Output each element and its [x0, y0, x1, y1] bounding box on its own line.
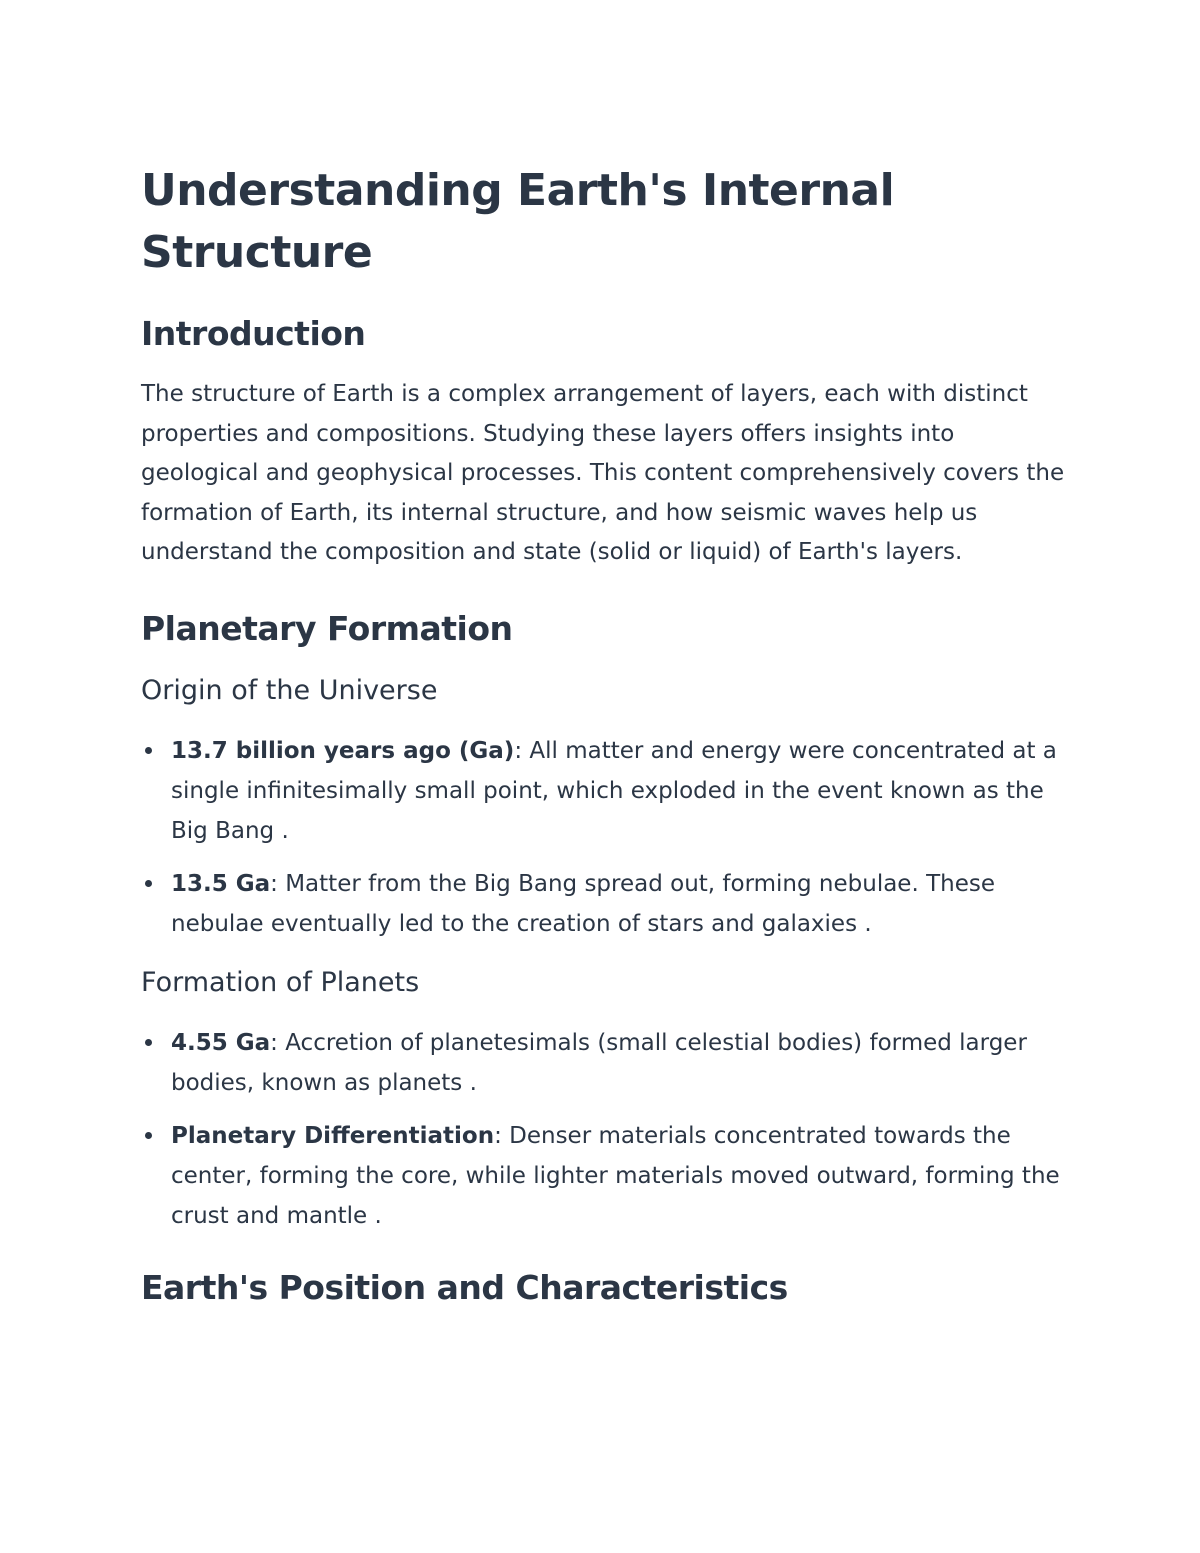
planetary-formation-heading: Planetary Formation: [141, 608, 513, 648]
bullet-icon: [145, 1132, 152, 1139]
list-item-term: Planetary Differentiation: [171, 1122, 495, 1149]
document-page: [141, 160, 1066, 1310]
bullet-icon: [145, 747, 152, 754]
introduction-paragraph: The structure of Earth is a complex arrangement of layers, each with distinct properties and compositions. Studying these layers offers insights into geological and geophysical processes. This content comprehensively covers the formation of Earth, its internal structure, and how seismic waves help us understand the composition and state (solid or liquid) of Earth's layers.: [141, 381, 1065, 565]
origin-list: [141, 731, 1066, 944]
list-item-term: 13.7 billion years ago (Ga): [171, 737, 515, 764]
bullet-icon: [145, 1039, 152, 1046]
origin-of-universe-heading: Origin of the Universe: [141, 674, 438, 706]
planets-list: [141, 1023, 1066, 1236]
list-item-term: 4.55 Ga: [171, 1029, 271, 1056]
list-item-text: : Matter from the Big Bang spread out, forming nebulae. These nebulae eventually led to the creation of stars and galaxies .: [171, 870, 995, 937]
list-item: [141, 864, 1066, 944]
list-item: [141, 1116, 1066, 1236]
earth-position-heading: Earth's Position and Characteristics: [141, 1267, 788, 1307]
document-title: Understanding Earth's Internal Structure: [141, 165, 895, 278]
list-item-term: 13.5 Ga: [171, 870, 271, 897]
list-item-text: : All matter and energy were concentrated at a single infinitesimally small point, which exploded in the event known as the Big Bang .: [171, 737, 1057, 844]
list-item-text: : Accretion of planetesimals (small celestial bodies) formed larger bodies, known as planets .: [171, 1029, 1027, 1096]
list-item: [141, 1023, 1066, 1103]
list-item-text: : Denser materials concentrated towards the center, forming the core, while lighter materials moved outward, forming the crust and mantle .: [171, 1122, 1060, 1229]
introduction-heading: Introduction: [141, 314, 366, 353]
formation-of-planets-heading: Formation of Planets: [141, 966, 420, 998]
list-item: [141, 731, 1066, 851]
bullet-icon: [145, 880, 152, 887]
